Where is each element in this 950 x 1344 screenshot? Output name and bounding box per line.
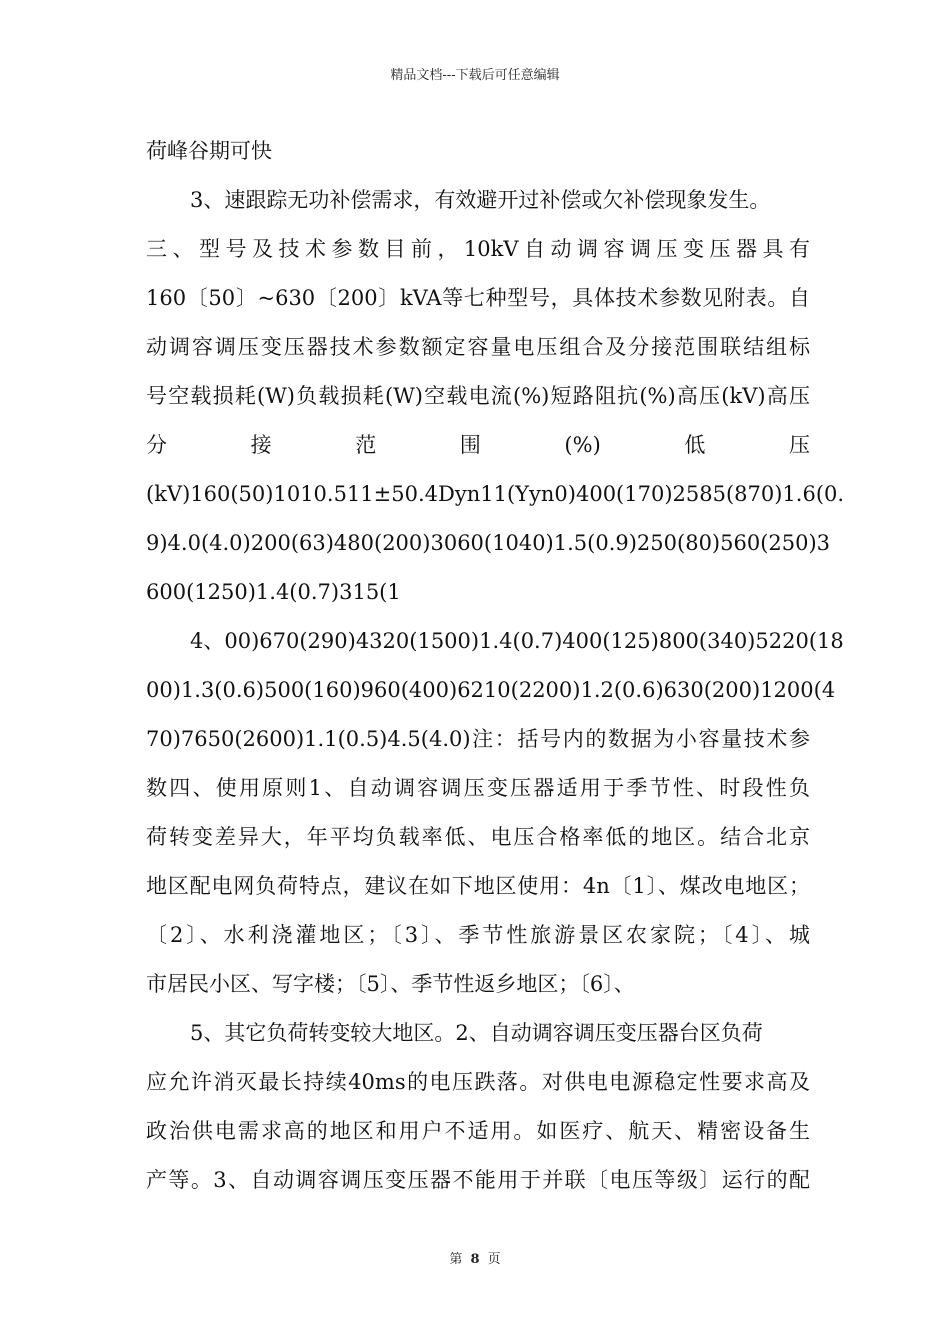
text-line: 70)7650(2600)1.1(0.5)4.5(4.0)注：括号内的数据为小容量技术参 xyxy=(146,727,810,751)
text-line: 4、00)670(290)4320(1500)1.4(0.7)400(125)800(340)5220(18 xyxy=(190,629,844,653)
text-line: 产等。3、自动调容调压变压器不能用于并联〔电压等级〕运行的配 xyxy=(146,1168,810,1192)
text-line: 3、速跟踪无功补偿需求，有效避开过补偿或欠补偿现象发生。 xyxy=(190,188,771,212)
text-line: 荷转变差异大，年平均负载率低、电压合格率低的地区。结合北京 xyxy=(146,825,810,849)
page-number-suffix: 页 xyxy=(487,1252,501,1267)
text-line: 荷峰谷期可快 xyxy=(146,139,272,163)
text-line: 应允许消灭最长持续40ms的电压跌落。对供电电源稳定性要求高及 xyxy=(146,1070,810,1094)
text-line: 〔2〕、水利浇灌地区；〔3〕、季节性旅游景区农家院；〔4〕、城 xyxy=(146,923,810,947)
text-line: 市居民小区、写字楼；〔5〕、季节性返乡地区；〔6〕、 xyxy=(146,972,635,996)
text-line: 600(1250)1.4(0.7)315(1 xyxy=(146,580,401,604)
text-line: 政治供电需求高的地区和用户不适用。如医疗、航天、精密设备生 xyxy=(146,1119,810,1143)
text-line: 三、型号及技术参数目前，10kV自动调容调压变压器具有 xyxy=(146,237,810,261)
text-line: 9)4.0(4.0)200(63)480(200)3060(1040)1.5(0.9)250(80)560(250)3 xyxy=(146,531,831,555)
page-number: 8 xyxy=(470,1252,480,1267)
text-line: 分 接 范 围 (%) 低 压 xyxy=(146,433,810,457)
page-header: 精品文档---下载后可任意编辑 xyxy=(390,68,560,83)
text-line: (kV)160(50)1010.511±50.4Dyn11(Yyn0)400(170)2585(870)1.6(0. xyxy=(146,482,845,506)
text-line: 160〔50〕~630〔200〕kVA等七种型号，具体技术参数见附表。自 xyxy=(146,286,810,310)
text-line: 00)1.3(0.6)500(160)960(400)6210(2200)1.2(0.6)630(200)1200(4 xyxy=(146,678,836,702)
text-line: 号空载损耗(W)负载损耗(W)空载电流(%)短路阻抗(%)高压(kV)高压 xyxy=(146,384,810,408)
text-line: 地区配电网负荷特点，建议在如下地区使用：4n〔1〕、煤改电地区； xyxy=(146,874,810,898)
text-line: 数四、使用原则1、自动调容调压变压器适用于季节性、时段性负 xyxy=(146,776,810,800)
text-line: 5、其它负荷转变较大地区。2、自动调容调压变压器台区负荷 xyxy=(190,1021,763,1045)
page-footer xyxy=(0,1248,950,1267)
text-line: 动调容调压变压器技术参数额定容量电压组合及分接范围联结组标 xyxy=(146,335,810,359)
page-number-prefix: 第 xyxy=(449,1252,463,1267)
